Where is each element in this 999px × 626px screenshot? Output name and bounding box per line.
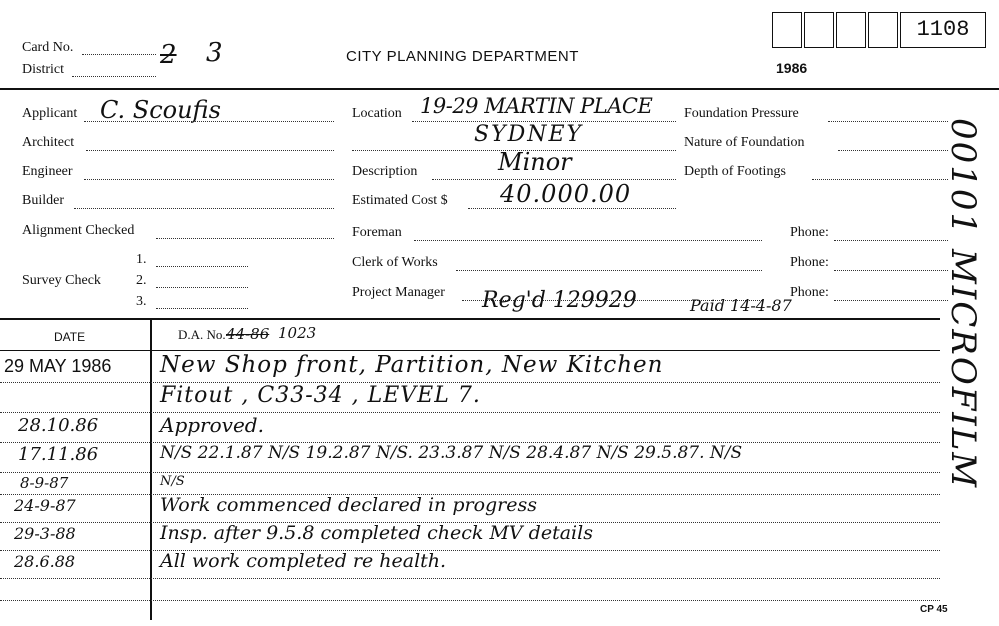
clerk-phone-dots [834, 270, 948, 271]
project-manager-label: Project Manager [352, 285, 445, 300]
location-value: 19-29 MARTIN PLACE [420, 94, 653, 118]
log-entry-date: 29-3-88 [14, 524, 76, 543]
log-row-divider [0, 578, 940, 579]
log-entry-text: N/S [160, 474, 185, 489]
alignment-checked-label: Alignment Checked [22, 223, 135, 238]
clerk-phone-label: Phone: [790, 255, 829, 270]
district-struck-value: 2 [160, 40, 177, 70]
year-label: 1986 [776, 60, 808, 76]
applicant-value: C. Scoufis [100, 96, 221, 124]
date-column-divider [150, 318, 152, 620]
log-top-rule [0, 318, 940, 320]
engineer-dots [84, 179, 334, 180]
card-no-dots [82, 54, 156, 55]
clerk-of-works-label: Clerk of Works [352, 255, 438, 270]
log-entry-date: 8-9-87 [20, 474, 69, 492]
description-label: Description [352, 164, 418, 179]
date-column-header: DATE [54, 330, 86, 344]
district-dots [72, 76, 156, 77]
log-row-divider [0, 550, 940, 551]
log-entry-text: New Shop front, Partition, New Kitchen [160, 352, 664, 378]
nature-of-foundation-dots [838, 150, 948, 151]
survey-dots-3 [156, 308, 248, 309]
nature-of-foundation-label: Nature of Foundation [684, 135, 805, 150]
foreman-phone-dots [834, 240, 948, 241]
card-no-label: Card No. [22, 40, 74, 55]
estimated-cost-dots [468, 208, 676, 209]
card-number-box-2 [804, 12, 834, 48]
survey-dots-1 [156, 266, 248, 267]
location-value-2: SYDNEY [474, 122, 584, 147]
estimated-cost-label: Estimated Cost $ [352, 193, 448, 208]
log-entry-date: 29 MAY 1986 [4, 356, 112, 376]
foreman-dots [414, 240, 762, 241]
survey-item-1: 1. [136, 252, 147, 267]
estimated-cost-value: 40.000.00 [500, 180, 632, 208]
builder-dots [74, 208, 334, 209]
location-label: Location [352, 106, 402, 121]
log-entry-date: 17.11.86 [18, 444, 99, 465]
survey-item-2: 2. [136, 273, 147, 288]
log-row-divider [0, 472, 940, 473]
district-value: 3 [206, 38, 223, 68]
header-rule [0, 88, 999, 90]
depth-of-footings-dots [812, 179, 948, 180]
engineer-label: Engineer [22, 164, 73, 179]
architect-dots [86, 150, 334, 151]
pm-phone-label: Phone: [790, 285, 829, 300]
log-entry-date: 24-9-87 [14, 496, 76, 515]
survey-dots-2 [156, 287, 248, 288]
architect-label: Architect [22, 135, 75, 150]
card-number: 1108 [916, 17, 970, 42]
depth-of-footings-label: Depth of Footings [684, 164, 786, 179]
builder-label: Builder [22, 193, 64, 208]
pm-phone-dots [834, 300, 948, 301]
log-header-rule [0, 350, 940, 351]
log-entry-text: Approved. [160, 413, 264, 437]
alignment-dots [156, 238, 334, 239]
log-row-divider [0, 600, 940, 601]
log-entry-text: Insp. after 9.5.8 completed check MV details [160, 522, 593, 544]
log-entry-text: N/S 22.1.87 N/S 19.2.87 N/S. 23.3.87 N/S 28.4.87 N/S 29.5.87. N/S [160, 443, 743, 463]
da-number-label: D.A. No. [178, 327, 226, 342]
log-entry-text: All work completed re health. [160, 550, 447, 572]
card-number-box [900, 12, 986, 48]
survey-item-3: 3. [136, 294, 147, 309]
applicant-label: Applicant [22, 106, 78, 121]
foreman-phone-label: Phone: [790, 225, 829, 240]
survey-check-label: Survey Check [22, 273, 101, 288]
card-number-box-3 [836, 12, 866, 48]
log-entry-text: Fitout , C33-34 , LEVEL 7. [160, 383, 481, 408]
description-value: Minor [498, 148, 572, 176]
foreman-label: Foreman [352, 225, 402, 240]
paid-note: Paid 14-4-87 [690, 296, 792, 315]
registration-note: Reg'd 129929 [482, 288, 637, 313]
clerk-of-works-dots [456, 270, 762, 271]
card-number-box-1 [772, 12, 802, 48]
foundation-pressure-dots [828, 121, 948, 122]
log-entry-date: 28.10.86 [18, 415, 99, 436]
da-number-value: 1023 [278, 324, 317, 342]
log-entry-date: 28.6.88 [14, 552, 76, 571]
da-number-struck: 44-86 [226, 325, 270, 343]
department-title: CITY PLANNING DEPARTMENT [346, 48, 579, 65]
log-entry-text: Work commenced declared in progress [160, 494, 538, 516]
foundation-pressure-label: Foundation Pressure [684, 106, 799, 121]
card-number-box-4 [868, 12, 898, 48]
district-label: District [22, 62, 64, 77]
log-row-divider [0, 412, 940, 413]
microfilm-side-note: 00101 MICROFILM [943, 118, 983, 490]
form-code: CP 45 [920, 604, 948, 615]
